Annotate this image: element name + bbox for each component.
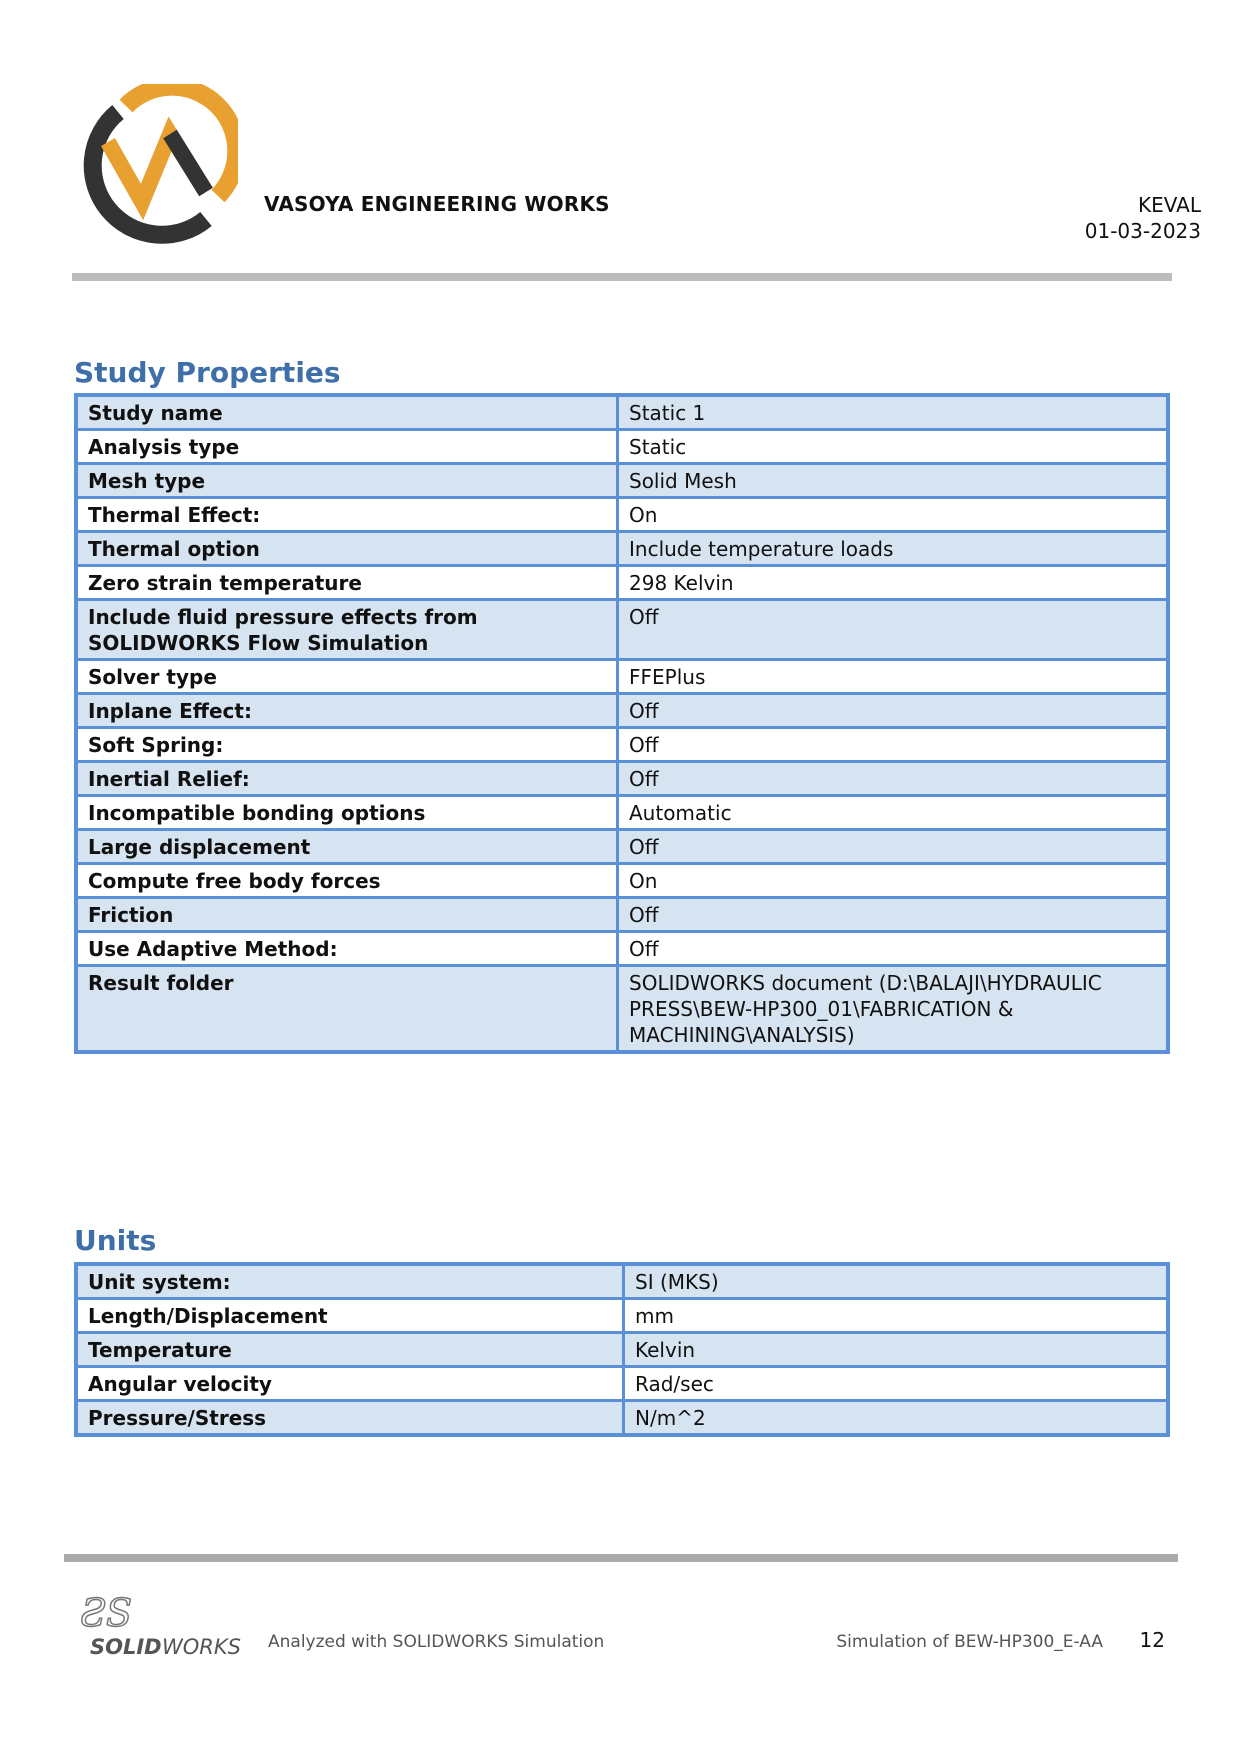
table-row bbox=[76, 796, 1168, 830]
table-row bbox=[76, 864, 1168, 898]
footer-divider bbox=[64, 1554, 1178, 1562]
property-key: Include fluid pressure effects from SOLIDWORKS Flow Simulation bbox=[76, 600, 618, 660]
unit-key: Pressure/Stress bbox=[76, 1401, 624, 1436]
table-row bbox=[76, 660, 1168, 694]
property-key: Friction bbox=[76, 898, 618, 932]
property-key: Soft Spring: bbox=[76, 728, 618, 762]
property-value: Off bbox=[618, 694, 1169, 728]
vasoya-logo-icon bbox=[78, 84, 238, 244]
table-row bbox=[76, 1264, 1168, 1299]
property-key: Result folder bbox=[76, 966, 618, 1053]
property-value: Static bbox=[618, 430, 1169, 464]
property-key: Inertial Relief: bbox=[76, 762, 618, 796]
unit-value: SI (MKS) bbox=[624, 1264, 1169, 1299]
property-value: Static 1 bbox=[618, 395, 1169, 430]
property-value: On bbox=[618, 864, 1169, 898]
simulation-name: Simulation of BEW-HP300_E-AA bbox=[836, 1632, 1103, 1652]
table-row bbox=[76, 898, 1168, 932]
unit-value: Kelvin bbox=[624, 1333, 1169, 1367]
property-key: Large displacement bbox=[76, 830, 618, 864]
study-properties-title: Study Properties bbox=[74, 356, 341, 389]
solidworks-logo-icon bbox=[76, 1584, 246, 1660]
table-row bbox=[76, 1367, 1168, 1401]
property-value: Include temperature loads bbox=[618, 532, 1169, 566]
table-row bbox=[76, 532, 1168, 566]
property-value: Off bbox=[618, 932, 1169, 966]
table-row bbox=[76, 762, 1168, 796]
unit-key: Unit system: bbox=[76, 1264, 624, 1299]
property-key: Thermal option bbox=[76, 532, 618, 566]
property-value: Off bbox=[618, 898, 1169, 932]
svg-text:ƧS: ƧS bbox=[80, 1591, 133, 1635]
table-row bbox=[76, 694, 1168, 728]
table-row bbox=[76, 566, 1168, 600]
property-key: Solver type bbox=[76, 660, 618, 694]
property-value: Off bbox=[618, 728, 1169, 762]
table-row bbox=[76, 728, 1168, 762]
unit-value: N/m^2 bbox=[624, 1401, 1169, 1436]
company-name: VASOYA ENGINEERING WORKS bbox=[264, 192, 610, 216]
unit-key: Temperature bbox=[76, 1333, 624, 1367]
units-table bbox=[74, 1262, 1170, 1437]
property-key: Thermal Effect: bbox=[76, 498, 618, 532]
table-row bbox=[76, 464, 1168, 498]
property-value: SOLIDWORKS document (D:\BALAJI\HYDRAULIC PRESS\BEW-HP300_01\FABRICATION & MACHINING\ANALYSIS) bbox=[618, 966, 1169, 1053]
property-key: Compute free body forces bbox=[76, 864, 618, 898]
svg-text:SOLID: SOLID bbox=[90, 1635, 162, 1659]
table-row bbox=[76, 966, 1168, 1053]
property-value: 298 Kelvin bbox=[618, 566, 1169, 600]
property-value: On bbox=[618, 498, 1169, 532]
unit-key: Angular velocity bbox=[76, 1367, 624, 1401]
property-key: Study name bbox=[76, 395, 618, 430]
table-row bbox=[76, 600, 1168, 660]
property-key: Zero strain temperature bbox=[76, 566, 618, 600]
table-row bbox=[76, 1299, 1168, 1333]
table-row bbox=[76, 1401, 1168, 1436]
table-row bbox=[76, 498, 1168, 532]
table-row bbox=[76, 430, 1168, 464]
table-row bbox=[76, 395, 1168, 430]
property-value: Off bbox=[618, 830, 1169, 864]
page-number: 12 bbox=[1139, 1628, 1165, 1652]
study-properties-table bbox=[74, 393, 1170, 1054]
property-key: Incompatible bonding options bbox=[76, 796, 618, 830]
property-value: Solid Mesh bbox=[618, 464, 1169, 498]
report-date: 01-03-2023 bbox=[1084, 219, 1201, 243]
unit-key: Length/Displacement bbox=[76, 1299, 624, 1333]
units-title: Units bbox=[74, 1224, 157, 1257]
property-key: Inplane Effect: bbox=[76, 694, 618, 728]
property-value: Off bbox=[618, 600, 1169, 660]
unit-value: Rad/sec bbox=[624, 1367, 1169, 1401]
table-row bbox=[76, 1333, 1168, 1367]
property-value: FFEPlus bbox=[618, 660, 1169, 694]
author-name: KEVAL bbox=[1138, 193, 1201, 217]
author-block bbox=[1085, 192, 1201, 244]
analyzed-with-text: Analyzed with SOLIDWORKS Simulation bbox=[268, 1632, 605, 1652]
table-row bbox=[76, 830, 1168, 864]
property-key: Use Adaptive Method: bbox=[76, 932, 618, 966]
property-key: Analysis type bbox=[76, 430, 618, 464]
table-row bbox=[76, 932, 1168, 966]
unit-value: mm bbox=[624, 1299, 1169, 1333]
property-value: Automatic bbox=[618, 796, 1169, 830]
property-key: Mesh type bbox=[76, 464, 618, 498]
header-divider bbox=[72, 273, 1172, 281]
property-value: Off bbox=[618, 762, 1169, 796]
svg-text:WORKS: WORKS bbox=[162, 1635, 241, 1659]
